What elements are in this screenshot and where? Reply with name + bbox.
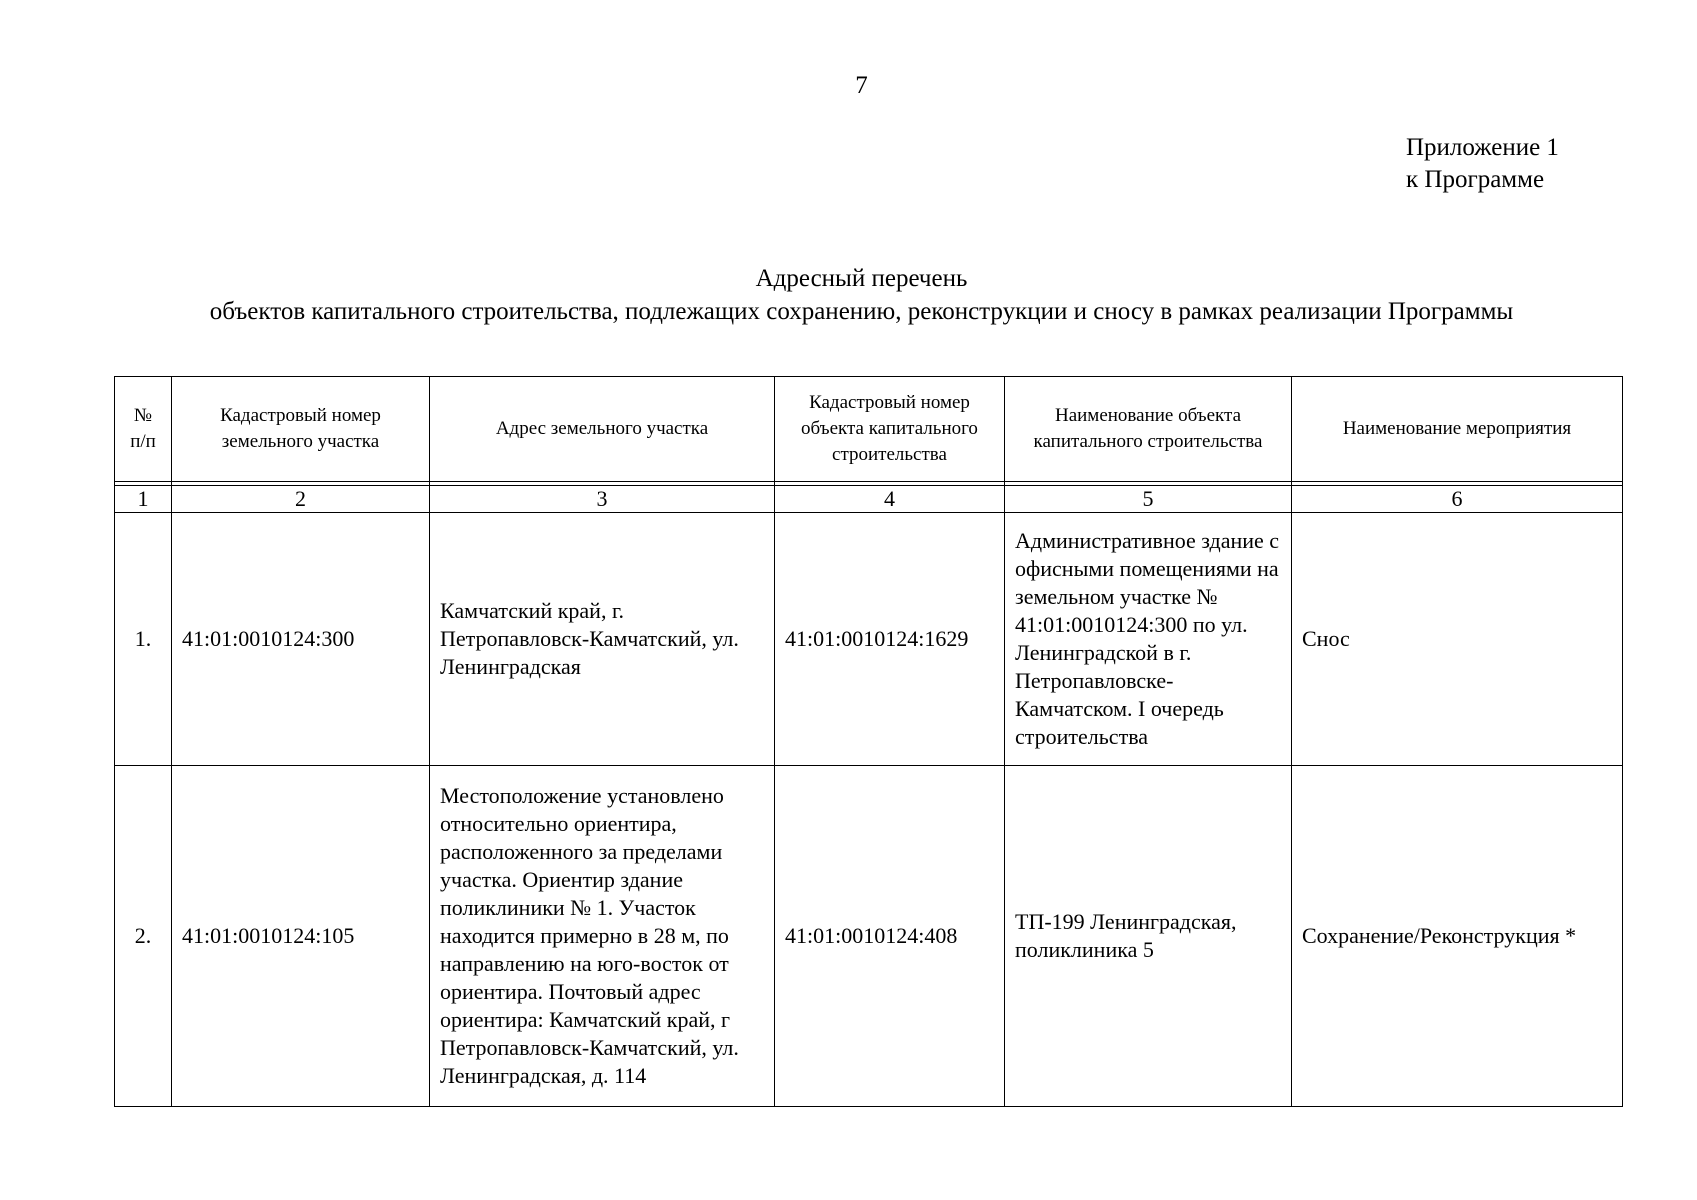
header-cell-object-cadastral: Кадастровый номер объекта капитального строительства	[775, 377, 1005, 482]
header-cell-number: № п/п	[115, 377, 172, 482]
object-cadastral-number: 41:01:0010124:1629	[775, 513, 1005, 766]
action-name: Сохранение/Реконструкция *	[1292, 766, 1623, 1107]
object-cadastral-number: 41:01:0010124:408	[775, 766, 1005, 1107]
action-name: Снос	[1292, 513, 1623, 766]
header-cell-land-cadastral: Кадастровый номер земельного участка	[172, 377, 430, 482]
appendix-line-1: Приложение 1	[1406, 134, 1559, 161]
table-row	[115, 766, 1623, 1107]
appendix-label	[1406, 132, 1559, 196]
table-row	[115, 513, 1623, 766]
row-number: 2.	[115, 766, 172, 1107]
land-cadastral-number: 41:01:0010124:300	[172, 513, 430, 766]
land-address: Местоположение установлено относительно ориентира, расположенного за пределами участка. Ориентир здание поликлиники № 1. Участок находится примерно в 28 м, по направлению на юго-восток от ориентира. Почтовый адрес ориентира: Камчатский край, г Петропавловск-Камчатский, ул. Ленинградская, д. 114	[430, 766, 775, 1107]
land-cadastral-number: 41:01:0010124:105	[172, 766, 430, 1107]
header-cell-object-name: Наименование объекта капитального строительства	[1005, 377, 1292, 482]
column-number: 3	[430, 486, 775, 513]
document-title-line-2: объектов капитального строительства, подлежащих сохранению, реконструкции и сносу в рамках реализации Программы	[209, 298, 1514, 325]
column-number: 6	[1292, 486, 1623, 513]
address-list-table	[114, 376, 1623, 1107]
header-cell-action: Наименование мероприятия	[1292, 377, 1623, 482]
header-cell-address: Адрес земельного участка	[430, 377, 775, 482]
column-number: 5	[1005, 486, 1292, 513]
column-number: 1	[115, 486, 172, 513]
column-number: 2	[172, 486, 430, 513]
table-header-row	[115, 377, 1623, 482]
column-number-row	[115, 486, 1623, 513]
appendix-line-2: к Программе	[1406, 166, 1545, 193]
land-address: Камчатский край, г. Петропавловск-Камчатский, ул. Ленинградская	[430, 513, 775, 766]
object-name: Административное здание с офисными помещениями на земельном участке № 41:01:0010124:300 по ул. Ленинградской в г. Петропавловске-Камчатском. I очередь строительства	[1005, 513, 1292, 766]
column-number: 4	[775, 486, 1005, 513]
page-number: 7	[855, 72, 868, 99]
row-number: 1.	[115, 513, 172, 766]
document-title-line-1: Адресный перечень	[755, 265, 968, 292]
object-name: ТП-199 Ленинградская, поликлиника 5	[1005, 766, 1292, 1107]
document-title	[0, 262, 1697, 328]
